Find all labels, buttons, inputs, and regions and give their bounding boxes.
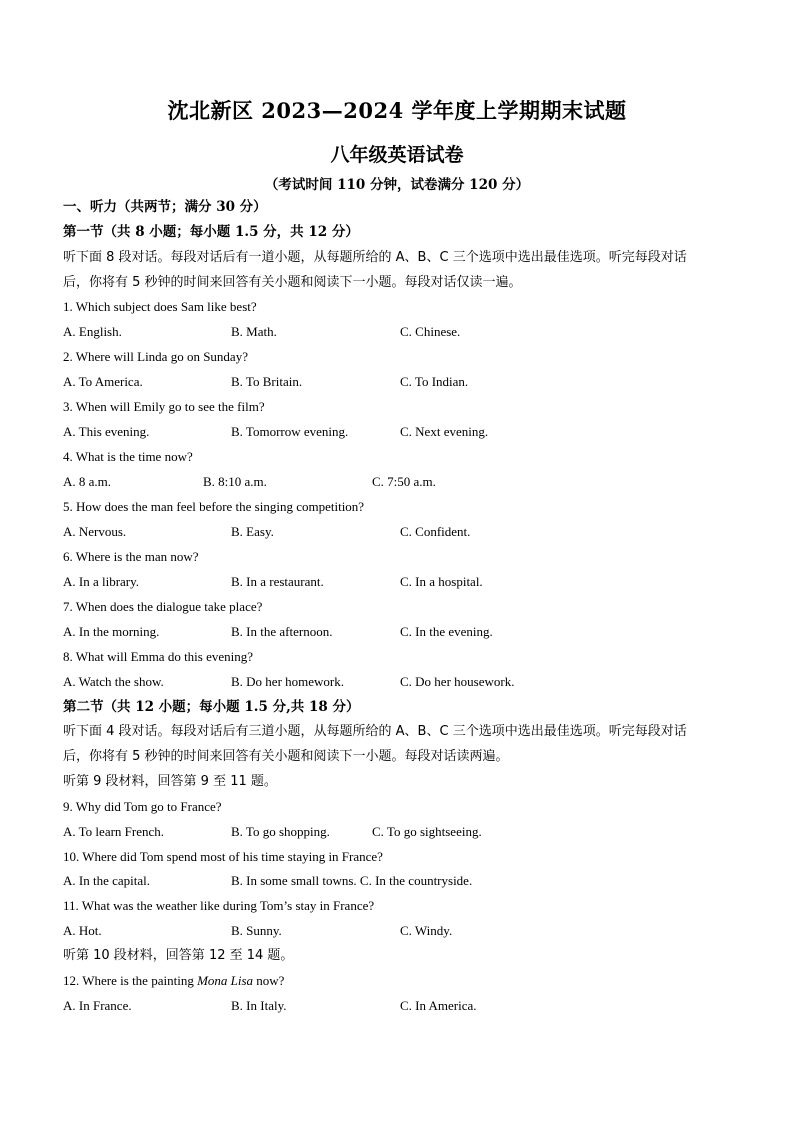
question-12: [63, 970, 284, 992]
option-b: B. In Italy.: [231, 998, 287, 1013]
section2-instructions-1: 听下面 4 段对话。每段对话后有三道小题，从每题所给的 A、B、C 三个选项中选出最佳选项。听完每段对话: [63, 724, 687, 739]
option-c: C. In America.: [400, 998, 477, 1013]
exam-subtitle: 八年级英语试卷: [330, 144, 464, 166]
question-10-options: [63, 870, 743, 892]
question-2: 2. Where will Linda go on Sunday?: [63, 349, 248, 364]
section1-instructions-1: 听下面 8 段对话。每段对话后有一道小题，从每题所给的 A、B、C 三个选项中选出最佳选项。听完每段对话: [63, 250, 687, 265]
section2-instructions-2: 后，你将有 5 秒钟的时间来回答有关小题和阅读下一小题。每段对话读两遍。: [63, 749, 509, 764]
question-12-prefix: 12. Where is the painting: [63, 973, 198, 988]
question-6: 6. Where is the man now?: [63, 549, 199, 564]
question-6-options: [63, 571, 743, 593]
question-1: 1. Which subject does Sam like best?: [63, 299, 257, 314]
option-c: C. Windy.: [400, 923, 453, 938]
option-a: A. This evening.: [63, 424, 150, 439]
question-3-options: [63, 421, 743, 443]
section1-instructions-2: 后，你将有 5 秒钟的时间来回答有关小题和阅读下一小题。每段对话仅读一遍。: [63, 275, 522, 290]
option-c: C. In the evening.: [400, 624, 493, 639]
option-a: A. Hot.: [63, 923, 102, 938]
option-c: C. Do her housework.: [400, 674, 515, 689]
option-c: C. 7:50 a.m.: [372, 474, 436, 489]
option-a: A. 8 a.m.: [63, 474, 112, 489]
option-b: B. In the afternoon.: [231, 624, 333, 639]
option-c: C. Next evening.: [400, 424, 489, 439]
question-5: 5. How does the man feel before the singing competition?: [63, 499, 365, 514]
option-b-c: B. In some small towns. C. In the countryside.: [231, 873, 473, 888]
option-c: C. Confident.: [400, 524, 471, 539]
question-12-options: [63, 995, 743, 1017]
option-b: B. In a restaurant.: [231, 574, 324, 589]
option-a: A. Watch the show.: [63, 674, 164, 689]
option-b: B. Do her homework.: [231, 674, 345, 689]
question-3: 3. When will Emily go to see the film?: [63, 399, 265, 414]
option-a: A. To learn French.: [63, 824, 165, 839]
option-c: C. In a hospital.: [400, 574, 483, 589]
option-b: B. Tomorrow evening.: [231, 424, 349, 439]
question-7-options: [63, 621, 743, 643]
exam-title: 沈北新区 2023—2024 学年度上学期期末试题: [167, 98, 627, 123]
question-2-options: [63, 371, 743, 393]
option-c: C. Chinese.: [400, 324, 461, 339]
question-10: 10. Where did Tom spend most of his time staying in France?: [63, 849, 383, 864]
option-b: B. To Britain.: [231, 374, 303, 389]
question-11-options: [63, 920, 743, 942]
question-7: 7. When does the dialogue take place?: [63, 599, 263, 614]
option-b: B. To go shopping.: [231, 824, 330, 839]
option-c: C. To Indian.: [400, 374, 469, 389]
option-a: A. To America.: [63, 374, 143, 389]
question-9: 9. Why did Tom go to France?: [63, 799, 222, 814]
question-4: 4. What is the time now?: [63, 449, 193, 464]
exam-time-note: （考试时间 110 分钟，试卷满分 120 分）: [264, 177, 530, 193]
question-5-options: [63, 521, 743, 543]
option-a: A. In the capital.: [63, 873, 150, 888]
group-note-9-11: 听第 9 段材料，回答第 9 至 11 题。: [63, 774, 277, 789]
question-8: 8. What will Emma do this evening?: [63, 649, 254, 664]
question-8-options: [63, 671, 743, 693]
option-b: B. Easy.: [231, 524, 274, 539]
option-a: A. English.: [63, 324, 122, 339]
group-note-12-14: 听第 10 段材料，回答第 12 至 14 题。: [63, 948, 294, 963]
option-a: A. In a library.: [63, 574, 140, 589]
question-12-suffix: now?: [253, 973, 285, 988]
option-a: A. Nervous.: [63, 524, 127, 539]
part1-heading: 一、听力（共两节；满分 30 分）: [63, 199, 267, 215]
question-1-options: [63, 321, 743, 343]
question-4-options: [63, 471, 743, 493]
option-b: B. Sunny.: [231, 923, 282, 938]
question-9-options: [63, 821, 743, 843]
painting-title: Mona Lisa: [197, 973, 254, 988]
option-a: A. In the morning.: [63, 624, 160, 639]
question-11: 11. What was the weather like during Tom’s stay in France?: [63, 898, 375, 913]
option-a: A. In France.: [63, 998, 132, 1013]
option-b: B. Math.: [231, 324, 277, 339]
section2-heading: 第二节（共 12 小题；每小题 1.5 分,共 18 分）: [63, 699, 360, 715]
option-c: C. To go sightseeing.: [372, 824, 482, 839]
option-b: B. 8:10 a.m.: [203, 474, 267, 489]
section1-heading: 第一节（共 8 小题；每小题 1.5 分，共 12 分）: [63, 224, 359, 240]
